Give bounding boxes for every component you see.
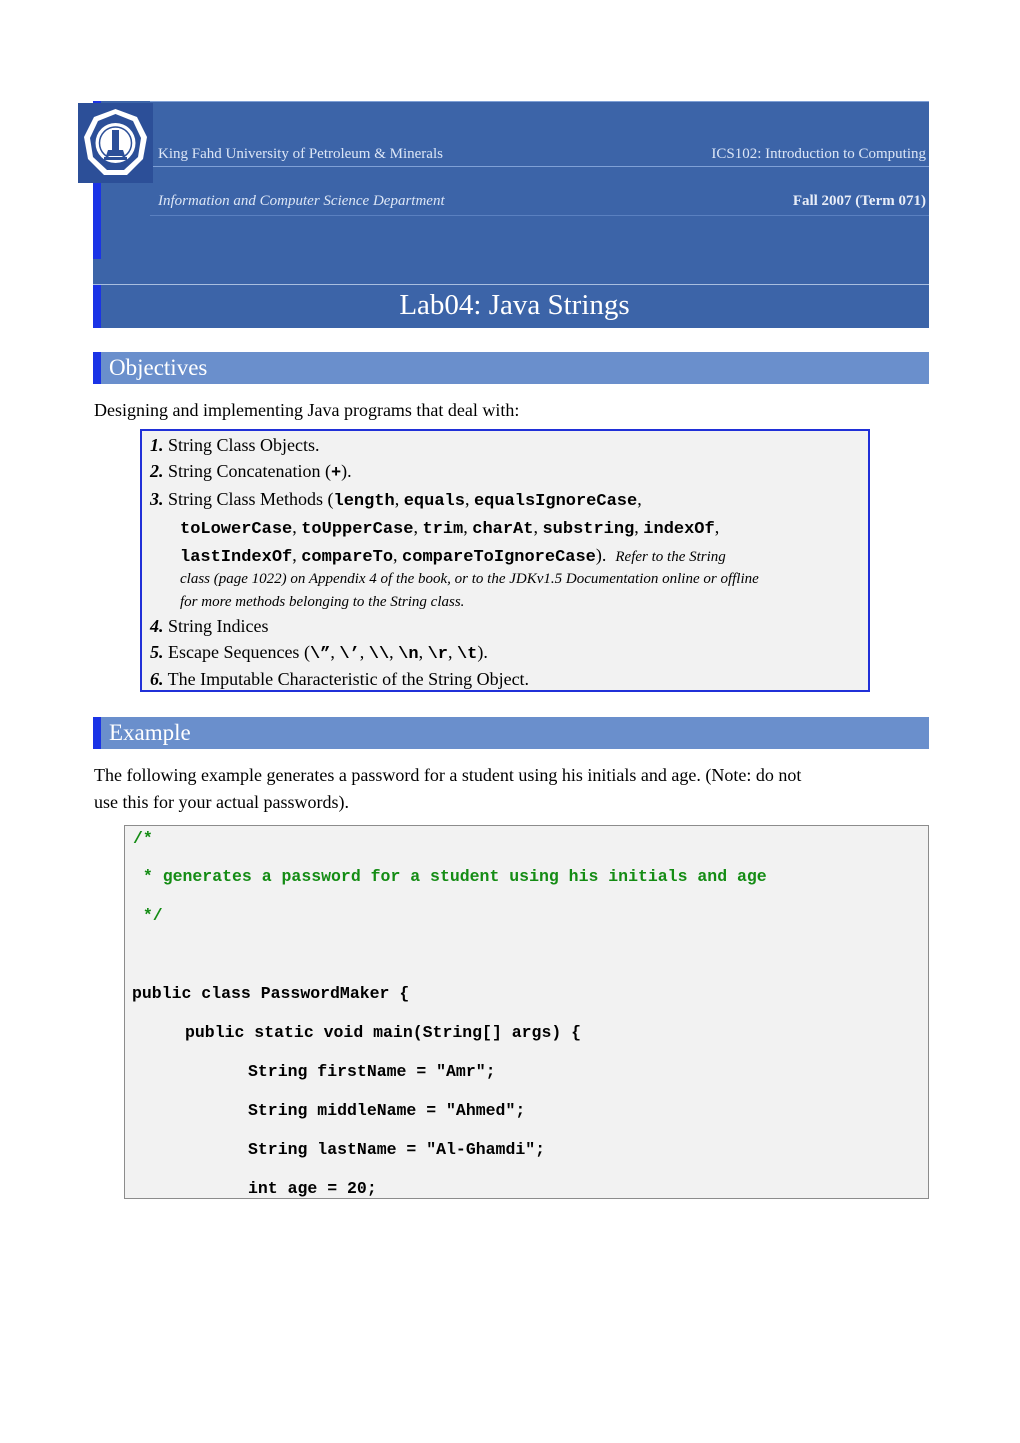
objectives-intro: Designing and implementing Java programs that deal with:: [94, 400, 520, 420]
header-band: [93, 101, 929, 259]
page-title: Lab04: Java Strings: [399, 289, 630, 321]
list-item-continuation: lastIndexOf, compareTo, compareToIgnoreCase). Refer to the String: [180, 545, 726, 567]
objectives-list: [140, 429, 870, 692]
header-rule: [150, 215, 929, 216]
example-description: use this for your actual passwords).: [94, 792, 349, 812]
section-title: Objectives: [109, 355, 208, 380]
department-name: Information and Computer Science Department: [158, 193, 445, 209]
header-rule-top: [150, 101, 929, 102]
course-name: ICS102: Introduction to Computing: [711, 146, 926, 162]
reference-note: class (page 1022) on Appendix 4 of the book, or to the JDKv1.5 Documentation online or offline: [180, 571, 759, 587]
header-band-strip: [93, 259, 929, 284]
list-item: 1. String Class Objects.: [150, 435, 320, 455]
reference-note: for more methods belonging to the String class.: [180, 594, 465, 610]
code-line: int age = 20;: [248, 1179, 377, 1198]
university-name: King Fahd University of Petroleum & Minerals: [158, 146, 443, 162]
section-title: Example: [109, 720, 191, 745]
code-block: [124, 825, 929, 1199]
code-line: String firstName = "Amr";: [248, 1062, 496, 1081]
section-accent-bar: [93, 352, 101, 384]
seal-icon: [82, 107, 149, 179]
list-item: 6. The Imputable Characteristic of the String Object.: [150, 669, 530, 689]
code-line: String middleName = "Ahmed";: [248, 1101, 526, 1120]
objectives-heading: [93, 352, 929, 384]
example-description: The following example generates a password for a student using his initials and age. (Note: do not: [94, 765, 802, 785]
list-item: 3. String Class Methods (length, equals, equalsIgnoreCase,: [150, 489, 642, 511]
list-item: 5. Escape Sequences (\”, \’, \\, \n, \r, \t).: [150, 642, 488, 664]
example-heading: [93, 717, 929, 749]
code-comment: * generates a password for a student using his initials and age: [133, 867, 767, 886]
code-line: public class PasswordMaker {: [132, 984, 410, 1003]
code-line: public static void main(String[] args) {: [185, 1023, 582, 1042]
code-line: String lastName = "Al-Ghamdi";: [248, 1140, 546, 1159]
code-comment: /*: [133, 829, 153, 848]
list-item-continuation: toLowerCase, toUpperCase, trim, charAt, substring, indexOf,: [180, 517, 720, 539]
header-rule: [150, 166, 929, 167]
list-item: 4. String Indices: [150, 616, 269, 636]
university-logo: [78, 103, 153, 183]
section-accent-bar: [93, 717, 101, 749]
list-item: 2. String Concatenation (+).: [150, 461, 352, 483]
term-label: Fall 2007 (Term 071): [792, 193, 926, 209]
code-comment: */: [133, 906, 163, 925]
